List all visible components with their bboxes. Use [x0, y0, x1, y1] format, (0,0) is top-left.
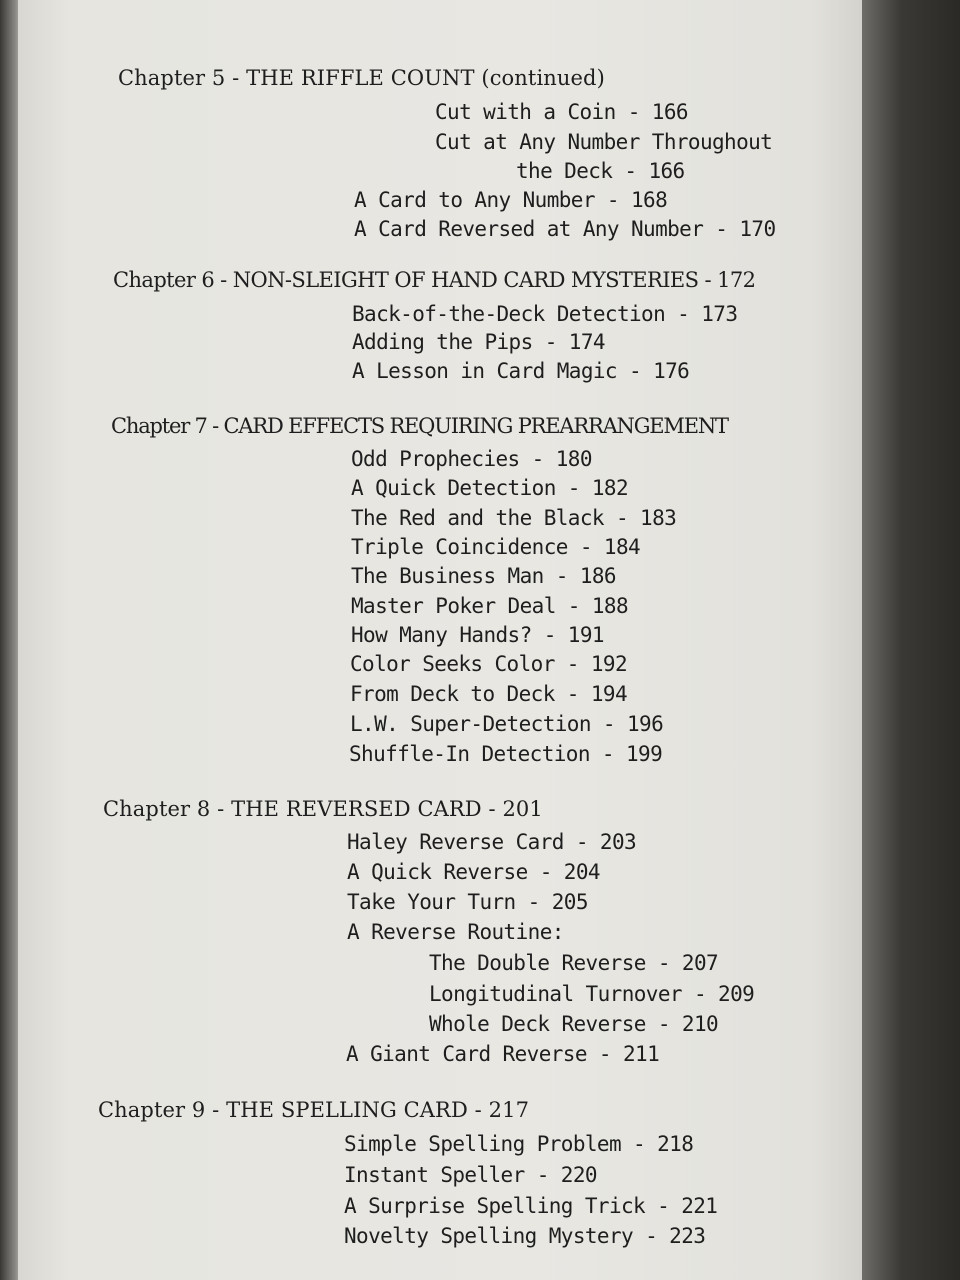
toc-entry: Whole Deck Reverse - 210: [429, 1012, 719, 1036]
toc-entry: How Many Hands? - 191: [351, 623, 604, 647]
toc-entry: A Surprise Spelling Trick - 221: [344, 1194, 718, 1218]
toc-entry: Take Your Turn - 205: [347, 890, 588, 914]
toc-entry: Color Seeks Color - 192: [350, 652, 627, 676]
toc-entry: The Double Reverse - 207: [429, 951, 719, 975]
toc-entry: A Quick Reverse - 204: [347, 860, 600, 884]
toc-entry: From Deck to Deck - 194: [350, 682, 627, 706]
toc-entry: A Lesson in Card Magic - 176: [352, 359, 690, 383]
background-shadow: [862, 0, 960, 1280]
toc-entry: A Giant Card Reverse - 211: [346, 1042, 660, 1066]
toc-entry: A Reverse Routine:: [347, 920, 564, 944]
toc-entry: Longitudinal Turnover - 209: [429, 982, 755, 1006]
toc-entry: Odd Prophecies - 180: [351, 447, 592, 471]
toc-entry: Haley Reverse Card - 203: [347, 830, 637, 854]
toc-entry: The Red and the Black - 183: [351, 506, 677, 530]
toc-entry: Novelty Spelling Mystery - 223: [344, 1224, 706, 1248]
toc-entry: Master Poker Deal - 188: [351, 594, 628, 618]
book-page: [18, 0, 880, 1280]
toc-entry: A Card Reversed at Any Number - 170: [354, 217, 776, 241]
toc-entry: Instant Speller - 220: [344, 1163, 597, 1187]
toc-entry: Cut at Any Number Throughout: [435, 130, 773, 154]
toc-entry: the Deck - 166: [516, 159, 685, 183]
toc-entry: Triple Coincidence - 184: [351, 535, 641, 559]
toc-entry: Adding the Pips - 174: [352, 330, 605, 354]
chapter-7-heading: Chapter 7 - CARD EFFECTS REQUIRING PREARRANGEMENT: [111, 414, 728, 438]
toc-entry: A Quick Detection - 182: [351, 476, 628, 500]
toc-entry: Back-of-the-Deck Detection - 173: [352, 302, 738, 326]
chapter-8-heading: Chapter 8 - THE REVERSED CARD - 201: [103, 797, 543, 821]
toc-entry: Shuffle-In Detection - 199: [349, 742, 663, 766]
chapter-9-heading: Chapter 9 - THE SPELLING CARD - 217: [98, 1098, 530, 1122]
toc-entry: L.W. Super-Detection - 196: [350, 712, 664, 736]
toc-entry: A Card to Any Number - 168: [354, 188, 668, 212]
toc-entry: Simple Spelling Problem - 218: [344, 1132, 694, 1156]
chapter-5-heading: Chapter 5 - THE RIFFLE COUNT (continued): [118, 66, 605, 90]
toc-entry: Cut with a Coin - 166: [435, 100, 688, 124]
chapter-6-heading: Chapter 6 - NON-SLEIGHT OF HAND CARD MYSTERIES - 172: [113, 268, 756, 292]
toc-entry: The Business Man - 186: [351, 564, 616, 588]
